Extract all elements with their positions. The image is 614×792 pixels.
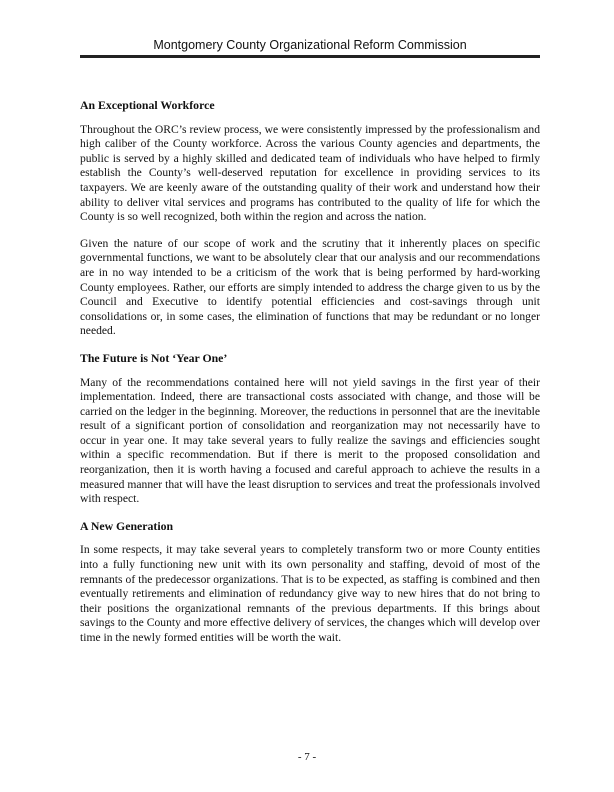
paragraph: In some respects, it may take several years to completely transform two or more County entities into a fully functioning new unit with its own personality and staffing, devoid of most of the remnants of the predecessor organizations. That is to be expected, as staffing is combined and then eventually retirements and elimination of redundancy give way to new hires that do not bring to their positions the organizational remnants of the previous departments. If this brings about savings to the County and more effective delivery of services, the changes which will develop over time in the newly formed entities will be worth the wait.	[80, 543, 540, 644]
paragraph: Given the nature of our scope of work and the scrutiny that it inherently places on specific governmental functions, we want to be absolutely clear that our analysis and our recommendations are in no way intended to be a criticism of the work that is being performed by hard-working County employees. Rather, our efforts are simply intended to address the charge given to us by the Council and Executive to identify potential efficiencies and cost-savings through unit consolidations or, in some cases, the elimination of functions that may be redundant or no longer needed.	[80, 236, 540, 338]
page-number: - 7 -	[297, 751, 317, 763]
paragraph: Many of the recommendations contained here will not yield savings in the first year of their implementation. Indeed, there are transactional costs associated with change, and those will be carried on the ledger in the beginning. Moreover, the reductions in personnel that are the inevitable result of a significant portion of consolidation and reorganization may not necessarily have to occur in year one. It may take several years to fully realize the savings and efficiencies sought within a specific recommendation. But if there is merit to the proposed consolidation and reorganization, then it is worth having a focused and careful approach to achieve the results in a measured manner that will have the least disruption to services and treat the professionals involved with respect.	[80, 375, 540, 506]
paragraph: Throughout the ORC’s review process, we were consistently impressed by the professionalism and high caliber of the County workforce. Across the various County agencies and departments, the public is served by a highly skilled and dedicated team of individuals who have helped to firmly establish the County’s well-deserved reputation for excellence in providing services to its taxpayers. We are keenly aware of the outstanding quality of their work and understand how their ability to deliver vital services and programs has contributed to the quality of life for which the County is so well recognized, both within the region and across the nation.	[80, 122, 540, 224]
section-heading-exceptional-workforce: An Exceptional Workforce	[80, 98, 215, 112]
section-heading-future-not-year-one: The Future is Not ‘Year One’	[80, 350, 228, 365]
section-heading-new-generation: A New Generation	[80, 518, 174, 533]
page-header-title: Montgomery County Organizational Reform Commission	[153, 38, 467, 52]
header-divider	[80, 55, 540, 58]
document-body	[80, 98, 540, 658]
